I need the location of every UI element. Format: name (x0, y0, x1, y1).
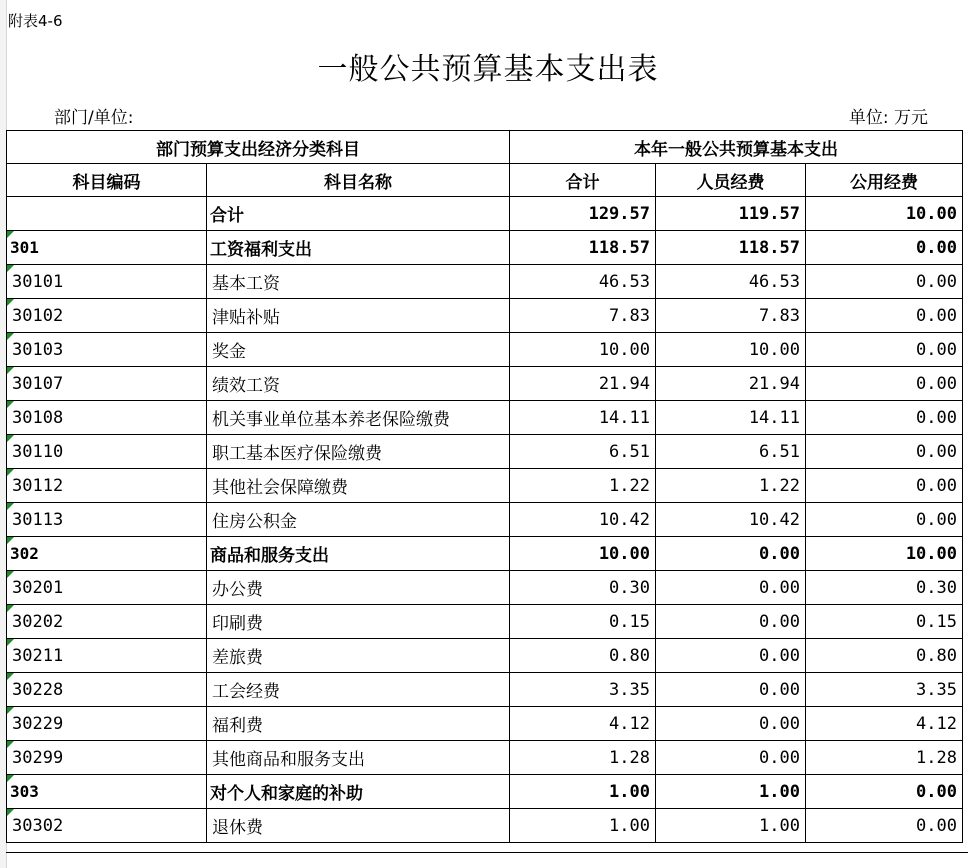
code-cell[interactable]: 30110 (7, 435, 207, 469)
table-row[interactable] (7, 673, 963, 707)
total-cell[interactable]: 10.42 (510, 503, 656, 537)
code-cell[interactable]: 30101 (7, 265, 207, 299)
table-row[interactable] (7, 537, 963, 571)
code-cell[interactable]: 30202 (7, 605, 207, 639)
table-row[interactable] (7, 367, 963, 401)
name-cell[interactable]: 工资福利支出 (207, 231, 510, 265)
code-cell[interactable]: 30107 (7, 367, 207, 401)
public-cell[interactable]: 0.00 (806, 809, 963, 843)
personnel-cell[interactable]: 0.00 (656, 571, 806, 605)
total-cell[interactable]: 118.57 (510, 231, 656, 265)
public-cell[interactable]: 0.00 (806, 367, 963, 401)
table-row[interactable] (7, 503, 963, 537)
personnel-cell[interactable]: 0.00 (656, 537, 806, 571)
personnel-cell[interactable]: 0.00 (656, 707, 806, 741)
name-cell[interactable]: 办公费 (207, 571, 510, 605)
code-cell[interactable]: 30103 (7, 333, 207, 367)
public-cell[interactable]: 10.00 (806, 197, 963, 231)
cell-marker-icon (7, 537, 14, 544)
public-cell[interactable]: 0.00 (806, 503, 963, 537)
total-cell[interactable]: 14.11 (510, 401, 656, 435)
name-cell[interactable]: 机关事业单位基本养老保险缴费 (207, 401, 510, 435)
public-cell[interactable]: 0.00 (806, 299, 963, 333)
table-row[interactable] (7, 775, 963, 809)
name-cell[interactable]: 职工基本医疗保险缴费 (207, 435, 510, 469)
header-public: 公用经费 (806, 164, 963, 197)
public-cell[interactable]: 0.30 (806, 571, 963, 605)
header-total: 合计 (510, 164, 656, 197)
cell-marker-icon (7, 673, 14, 680)
cell-marker-icon (7, 299, 14, 306)
name-cell[interactable]: 住房公积金 (207, 503, 510, 537)
header-group-row (7, 131, 963, 164)
personnel-cell[interactable]: 6.51 (656, 435, 806, 469)
code-cell[interactable] (7, 197, 207, 231)
personnel-cell[interactable]: 118.57 (656, 231, 806, 265)
cell-marker-icon (7, 265, 14, 272)
name-cell[interactable]: 工会经费 (207, 673, 510, 707)
cell-marker-icon (7, 333, 14, 340)
header-code: 科目编码 (7, 164, 207, 197)
code-cell[interactable]: 30228 (7, 673, 207, 707)
cell-marker-icon (7, 707, 14, 714)
cell-marker-icon (7, 605, 14, 612)
table-row[interactable] (7, 231, 963, 265)
personnel-cell[interactable]: 1.00 (656, 775, 806, 809)
cell-marker-icon (7, 503, 14, 510)
public-cell[interactable]: 0.00 (806, 435, 963, 469)
personnel-cell[interactable]: 0.00 (656, 741, 806, 775)
public-cell[interactable]: 0.80 (806, 639, 963, 673)
personnel-cell[interactable]: 14.11 (656, 401, 806, 435)
name-cell[interactable]: 商品和服务支出 (207, 537, 510, 571)
personnel-cell[interactable]: 7.83 (656, 299, 806, 333)
table-row[interactable] (7, 605, 963, 639)
budget-table (6, 130, 963, 843)
table-row[interactable] (7, 741, 963, 775)
total-cell[interactable]: 21.94 (510, 367, 656, 401)
total-cell[interactable]: 0.80 (510, 639, 656, 673)
table-row[interactable] (7, 707, 963, 741)
personnel-cell[interactable]: 46.53 (656, 265, 806, 299)
table-row[interactable] (7, 299, 963, 333)
table-row[interactable] (7, 469, 963, 503)
cell-marker-icon (7, 469, 14, 476)
code-cell[interactable]: 302 (7, 537, 207, 571)
code-cell[interactable]: 301 (7, 231, 207, 265)
code-cell[interactable]: 30211 (7, 639, 207, 673)
cell-marker-icon (7, 231, 14, 238)
bottom-border (6, 852, 968, 853)
public-cell[interactable]: 0.00 (806, 775, 963, 809)
cell-marker-icon (7, 367, 14, 374)
total-cell[interactable]: 1.28 (510, 741, 656, 775)
name-cell[interactable]: 印刷费 (207, 605, 510, 639)
cell-marker-icon (7, 435, 14, 442)
name-cell[interactable]: 合计 (207, 197, 510, 231)
code-cell[interactable]: 30113 (7, 503, 207, 537)
total-cell[interactable]: 10.00 (510, 333, 656, 367)
code-cell[interactable]: 30102 (7, 299, 207, 333)
table-row[interactable] (7, 571, 963, 605)
code-cell[interactable]: 30302 (7, 809, 207, 843)
personnel-cell[interactable]: 21.94 (656, 367, 806, 401)
personnel-cell[interactable]: 0.00 (656, 673, 806, 707)
name-cell[interactable]: 津贴补贴 (207, 299, 510, 333)
name-cell[interactable]: 福利费 (207, 707, 510, 741)
code-cell[interactable]: 30299 (7, 741, 207, 775)
page-title: 一般公共预算基本支出表 (317, 52, 659, 87)
table-row[interactable] (7, 401, 963, 435)
total-cell[interactable]: 0.30 (510, 571, 656, 605)
name-cell[interactable]: 基本工资 (207, 265, 510, 299)
table-row[interactable] (7, 435, 963, 469)
code-cell[interactable]: 30229 (7, 707, 207, 741)
total-cell[interactable]: 3.35 (510, 673, 656, 707)
name-cell[interactable]: 奖金 (207, 333, 510, 367)
personnel-cell[interactable]: 10.00 (656, 333, 806, 367)
name-cell[interactable]: 退休费 (207, 809, 510, 843)
header-name: 科目名称 (207, 164, 510, 197)
total-cell[interactable]: 129.57 (510, 197, 656, 231)
public-cell[interactable]: 0.00 (806, 265, 963, 299)
code-cell[interactable]: 30108 (7, 401, 207, 435)
table-body (7, 131, 963, 843)
annex-label: 附表4-6 (8, 12, 63, 30)
name-cell[interactable]: 其他社会保障缴费 (207, 469, 510, 503)
dept-label: 部门/单位: (54, 108, 134, 128)
unit-label: 单位: 万元 (848, 108, 928, 128)
personnel-cell[interactable]: 119.57 (656, 197, 806, 231)
table-row[interactable] (7, 809, 963, 843)
total-cell[interactable]: 46.53 (510, 265, 656, 299)
header-column-row (7, 164, 963, 197)
code-cell[interactable]: 30201 (7, 571, 207, 605)
table-row[interactable] (7, 265, 963, 299)
public-cell[interactable]: 0.00 (806, 469, 963, 503)
cell-marker-icon (7, 775, 14, 782)
personnel-cell[interactable]: 1.00 (656, 809, 806, 843)
code-cell[interactable]: 303 (7, 775, 207, 809)
total-cell[interactable]: 1.00 (510, 775, 656, 809)
public-cell[interactable]: 0.00 (806, 333, 963, 367)
public-cell[interactable]: 0.00 (806, 231, 963, 265)
personnel-cell[interactable]: 10.42 (656, 503, 806, 537)
total-cell[interactable]: 1.00 (510, 809, 656, 843)
total-cell[interactable]: 4.12 (510, 707, 656, 741)
header-group-left: 部门预算支出经济分类科目 (7, 131, 510, 164)
cell-marker-icon (7, 571, 14, 578)
cell-marker-icon (7, 809, 14, 816)
cell-marker-icon (7, 741, 14, 748)
name-cell[interactable]: 对个人和家庭的补助 (207, 775, 510, 809)
public-cell[interactable]: 1.28 (806, 741, 963, 775)
table-row[interactable] (7, 197, 963, 231)
total-cell[interactable]: 10.00 (510, 537, 656, 571)
cell-marker-icon (7, 401, 14, 408)
code-cell[interactable]: 30112 (7, 469, 207, 503)
name-cell[interactable]: 绩效工资 (207, 367, 510, 401)
personnel-cell[interactable]: 0.00 (656, 639, 806, 673)
personnel-cell[interactable]: 0.00 (656, 605, 806, 639)
name-cell[interactable]: 差旅费 (207, 639, 510, 673)
total-cell[interactable]: 7.83 (510, 299, 656, 333)
total-cell[interactable]: 6.51 (510, 435, 656, 469)
public-cell[interactable]: 0.15 (806, 605, 963, 639)
public-cell[interactable]: 4.12 (806, 707, 963, 741)
public-cell[interactable]: 10.00 (806, 537, 963, 571)
header-group-right: 本年一般公共预算基本支出 (510, 131, 963, 164)
table-row[interactable] (7, 639, 963, 673)
total-cell[interactable]: 0.15 (510, 605, 656, 639)
personnel-cell[interactable]: 1.22 (656, 469, 806, 503)
public-cell[interactable]: 0.00 (806, 401, 963, 435)
total-cell[interactable]: 1.22 (510, 469, 656, 503)
name-cell[interactable]: 其他商品和服务支出 (207, 741, 510, 775)
public-cell[interactable]: 3.35 (806, 673, 963, 707)
table-row[interactable] (7, 333, 963, 367)
header-personnel: 人员经费 (656, 164, 806, 197)
cell-marker-icon (7, 639, 14, 646)
